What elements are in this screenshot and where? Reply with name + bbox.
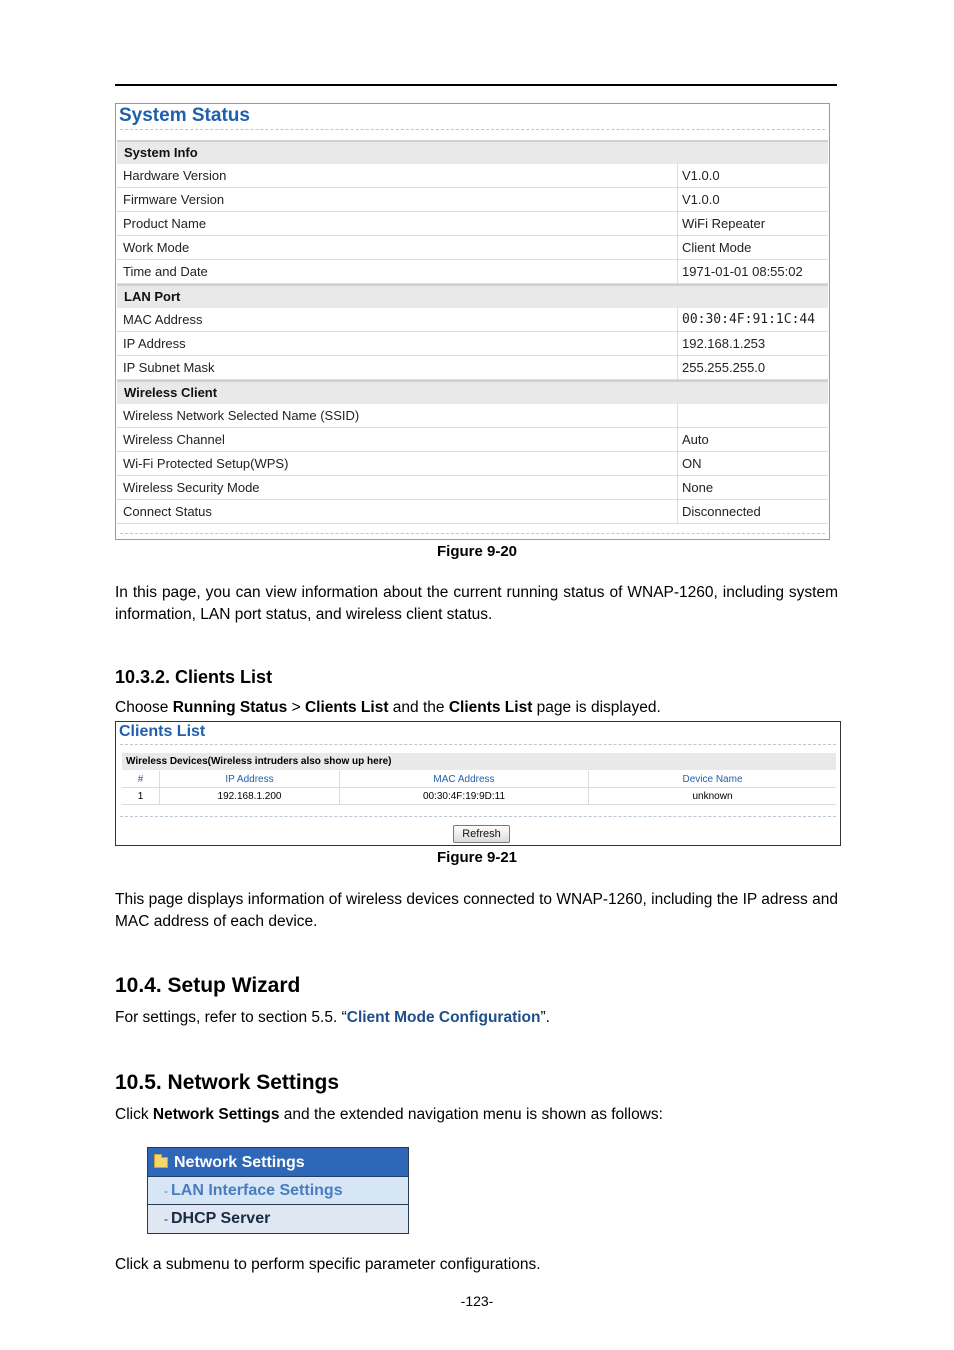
refresh-button[interactable]: Refresh	[453, 825, 510, 843]
clients-table	[122, 771, 836, 805]
system-status-title: System Status	[119, 105, 250, 126]
column-header: #	[122, 771, 160, 787]
figure-caption-21: Figure 9-21	[436, 849, 518, 866]
table-row: Wireless Channel Auto	[117, 428, 828, 452]
table-row: Wireless Network Selected Name (SSID)	[117, 404, 828, 428]
menu-network-settings[interactable]: Network Settings	[148, 1148, 408, 1177]
header-rule	[115, 84, 837, 86]
paragraph-submenu: Click a submenu to perform specific parameter configurations.	[115, 1256, 541, 1273]
title-divider	[120, 129, 825, 130]
paragraph-running-status: In this page, you can view information about the current running status of WNAP-1260, including system information, LAN port status, and wireless client status.	[115, 584, 838, 623]
bottom-divider	[120, 533, 825, 534]
title-divider	[120, 744, 836, 745]
heading-setup-wizard: 10.4. Setup Wizard	[115, 974, 301, 997]
section-system-info: System Info	[117, 140, 828, 164]
wireless-devices-section: Wireless Devices(Wireless intruders also show up here)	[122, 753, 836, 770]
table-row: Time and Date 1971-01-01 08:55:02	[117, 260, 828, 284]
menu-item-dhcp-server[interactable]: - DHCP Server	[148, 1205, 408, 1233]
column-header: MAC Address	[340, 771, 589, 787]
table-row: 1 192.168.1.200 00:30:4F:19:9D:11 unknown	[122, 788, 836, 805]
heading-clients-list: 10.3.2. Clients List	[115, 667, 273, 687]
table-header-row	[122, 771, 836, 788]
paragraph-choose: Choose Running Status > Clients List and the Clients List page is displayed.	[115, 699, 661, 716]
column-header: IP Address	[160, 771, 340, 787]
clients-list-panel	[115, 721, 841, 846]
paragraph-click: Click Network Settings and the extended navigation menu is shown as follows:	[115, 1106, 663, 1123]
page-number: -123-	[460, 1293, 494, 1309]
table-row: Work Mode Client Mode	[117, 236, 828, 260]
figure-caption-20: Figure 9-20	[436, 543, 518, 560]
table-row: Wireless Security Mode None	[117, 476, 828, 500]
table-row: Firmware Version V1.0.0	[117, 188, 828, 212]
section-wireless-client: Wireless Client	[117, 380, 828, 404]
menu-item-lan-interface-settings[interactable]: - LAN Interface Settings	[148, 1177, 408, 1205]
table-row: Product Name WiFi Repeater	[117, 212, 828, 236]
table-row: IP Subnet Mask 255.255.255.0	[117, 356, 828, 380]
paragraph-wizard: For settings, refer to section 5.5. “Client Mode Configuration”.	[115, 1009, 550, 1026]
section-lan-port: LAN Port	[117, 284, 828, 308]
column-header: Device Name	[682, 774, 743, 785]
table-row: Wi-Fi Protected Setup(WPS) ON	[117, 452, 828, 476]
system-status-table	[117, 140, 828, 524]
bottom-divider	[120, 816, 836, 817]
clients-list-title: Clients List	[119, 723, 206, 740]
table-row: Connect Status Disconnected	[117, 500, 828, 524]
client-mode-configuration-link[interactable]: Client Mode Configuration	[346, 1009, 541, 1026]
table-row: Hardware Version V1.0.0	[117, 164, 828, 188]
network-settings-menu	[147, 1147, 409, 1234]
table-row: IP Address 192.168.1.253	[117, 332, 828, 356]
paragraph-clients: This page displays information of wireless devices connected to WNAP-1260, including the IP adress and MAC address of each device.	[115, 891, 838, 930]
heading-network-settings: 10.5. Network Settings	[115, 1071, 340, 1094]
folder-icon	[154, 1157, 168, 1168]
table-row: MAC Address 00:30:4F:91:1C:44	[117, 308, 828, 332]
system-status-panel	[115, 103, 830, 540]
